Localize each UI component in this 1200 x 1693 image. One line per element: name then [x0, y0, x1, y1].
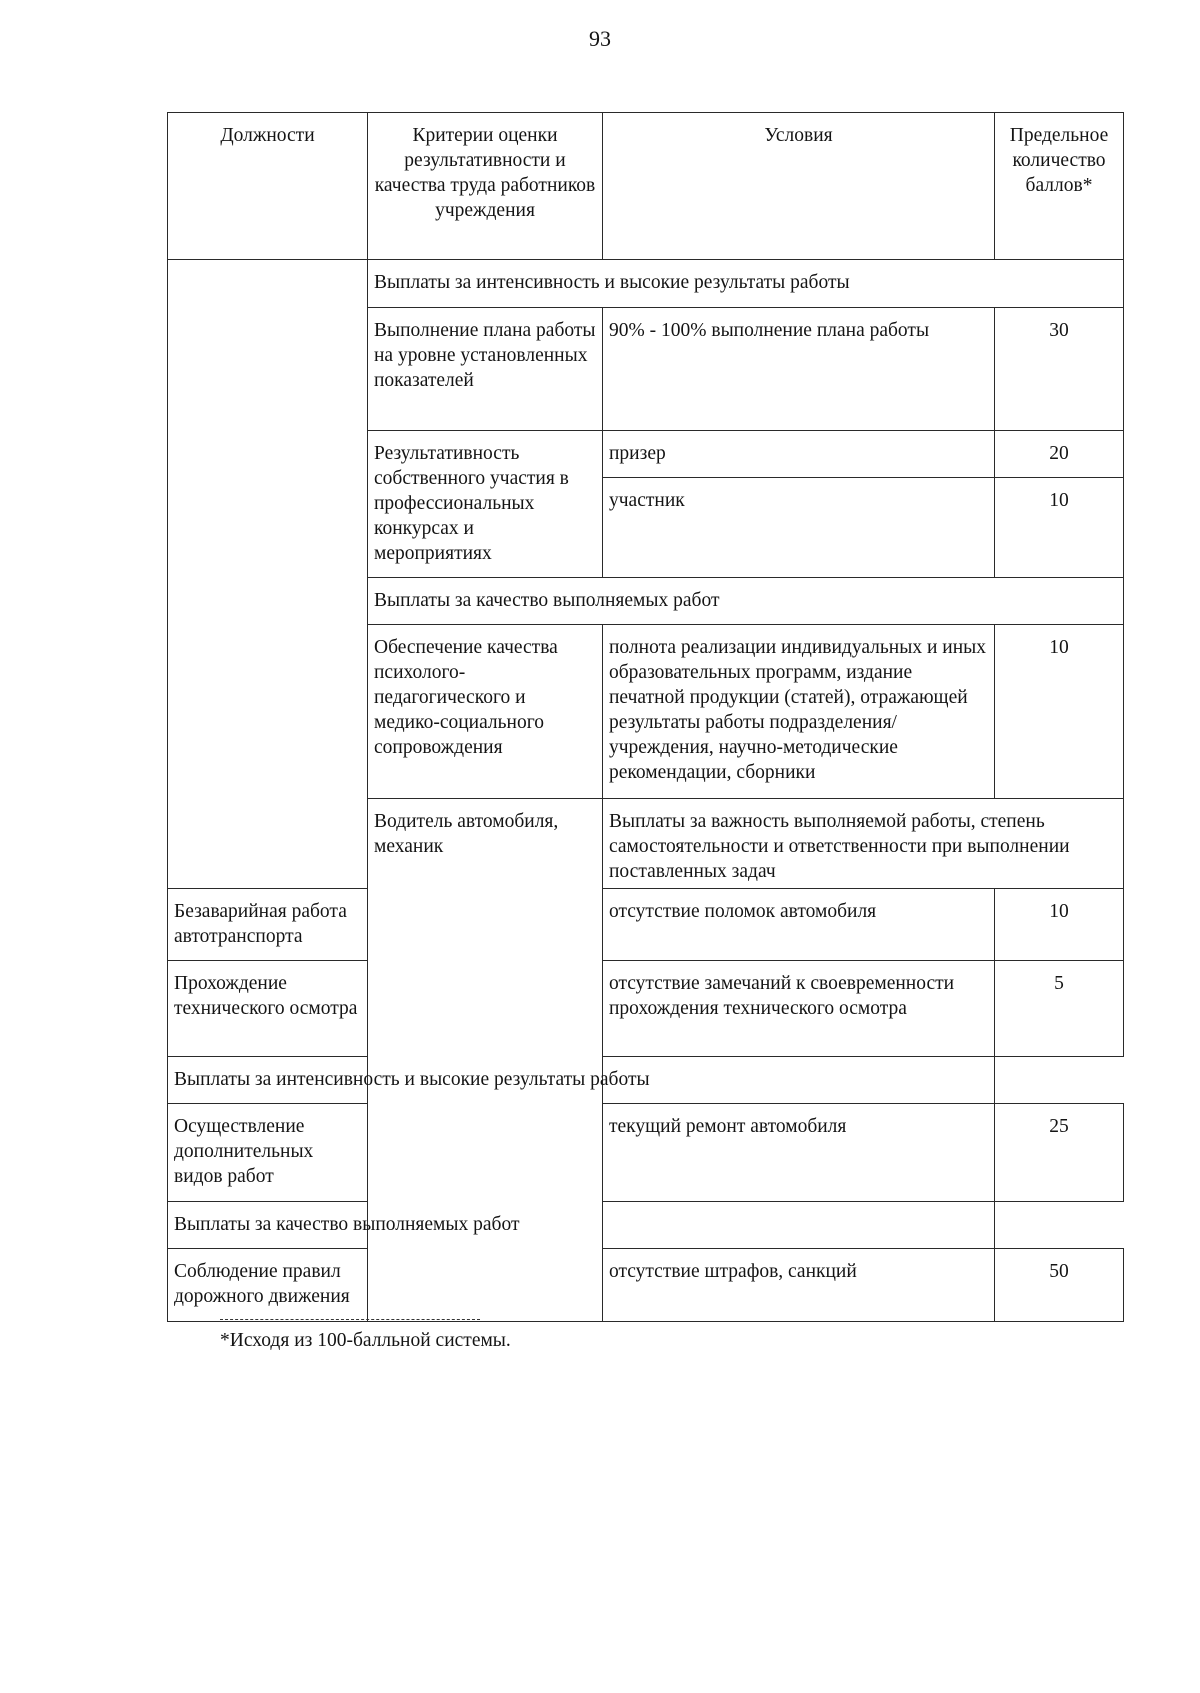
condition-cell: полнота реализации индивидуальных и иных образовательных программ, издание печатной продукции (статей), отражающей результаты работы подразделения/учреждения, научно-методические рекомендации, сборники — [603, 625, 995, 799]
points-cell: 20 — [995, 431, 1124, 478]
footnote: *Исходя из 100-балльной системы. — [220, 1330, 511, 1351]
condition-cell: призер — [603, 431, 995, 478]
condition-cell: отсутствие замечаний к своевременности прохождения технического осмотра — [603, 961, 995, 1057]
criterion-cell: Соблюдение правил дорожного движения — [168, 1249, 368, 1322]
section-title: Выплаты за интенсивность и высокие результаты работы — [368, 260, 1124, 308]
points-cell: 30 — [995, 308, 1124, 431]
header-conditions: Условия — [603, 113, 995, 260]
position-cell: Водитель автомобиля, механик — [368, 799, 603, 1322]
points-cell: 10 — [995, 478, 1124, 578]
position-cell — [168, 260, 368, 889]
condition-cell: участник — [603, 478, 995, 578]
section-title: Выплаты за качество выполняемых работ — [368, 578, 1124, 625]
criterion-cell: Осуществление дополнительных видов работ — [168, 1104, 368, 1202]
criterion-cell: Результативность собственного участия в профессиональных конкурсах и мероприятиях — [368, 431, 603, 578]
condition-cell: 90% - 100% выполнение плана работы — [603, 308, 995, 431]
table-row — [168, 1057, 1124, 1104]
criterion-cell: Прохождение технического осмотра — [168, 961, 368, 1057]
table-row — [168, 961, 1124, 1057]
header-max-points: Предельное количество баллов* — [995, 113, 1124, 260]
page-number: 93 — [589, 26, 611, 51]
section-title: Выплаты за интенсивность и высокие результаты работы — [168, 1057, 995, 1104]
criterion-cell: Выполнение плана работы на уровне установленных показателей — [368, 308, 603, 431]
footnote-divider — [220, 1319, 480, 1320]
condition-cell: отсутствие поломок автомобиля — [603, 889, 995, 961]
points-cell: 25 — [995, 1104, 1124, 1202]
points-cell: 10 — [995, 625, 1124, 799]
header-position: Должности — [168, 113, 368, 260]
condition-cell: отсутствие штрафов, санкций — [603, 1249, 995, 1322]
criterion-cell: Безаварийная работа автотранспорта — [168, 889, 368, 961]
points-cell: 50 — [995, 1249, 1124, 1322]
table-row — [168, 889, 1124, 961]
table-row — [168, 1249, 1124, 1322]
table-row — [168, 1202, 1124, 1249]
criterion-cell: Обеспечение качества психолого-педагогического и медико-социального сопровождения — [368, 625, 603, 799]
header-criteria: Критерии оценки результативности и качества труда работников учреждения — [368, 113, 603, 260]
criteria-table — [167, 112, 1124, 1322]
table-header-row — [168, 113, 1124, 260]
table-row — [168, 1104, 1124, 1202]
condition-cell: текущий ремонт автомобиля — [603, 1104, 995, 1202]
points-cell: 5 — [995, 961, 1124, 1057]
section-title: Выплаты за важность выполняемой работы, степень самостоятельности и ответственности при выполнении поставленных задач — [603, 799, 1124, 889]
table-row — [168, 260, 1124, 308]
section-title: Выплаты за качество выполняемых работ — [168, 1202, 995, 1249]
points-cell: 10 — [995, 889, 1124, 961]
